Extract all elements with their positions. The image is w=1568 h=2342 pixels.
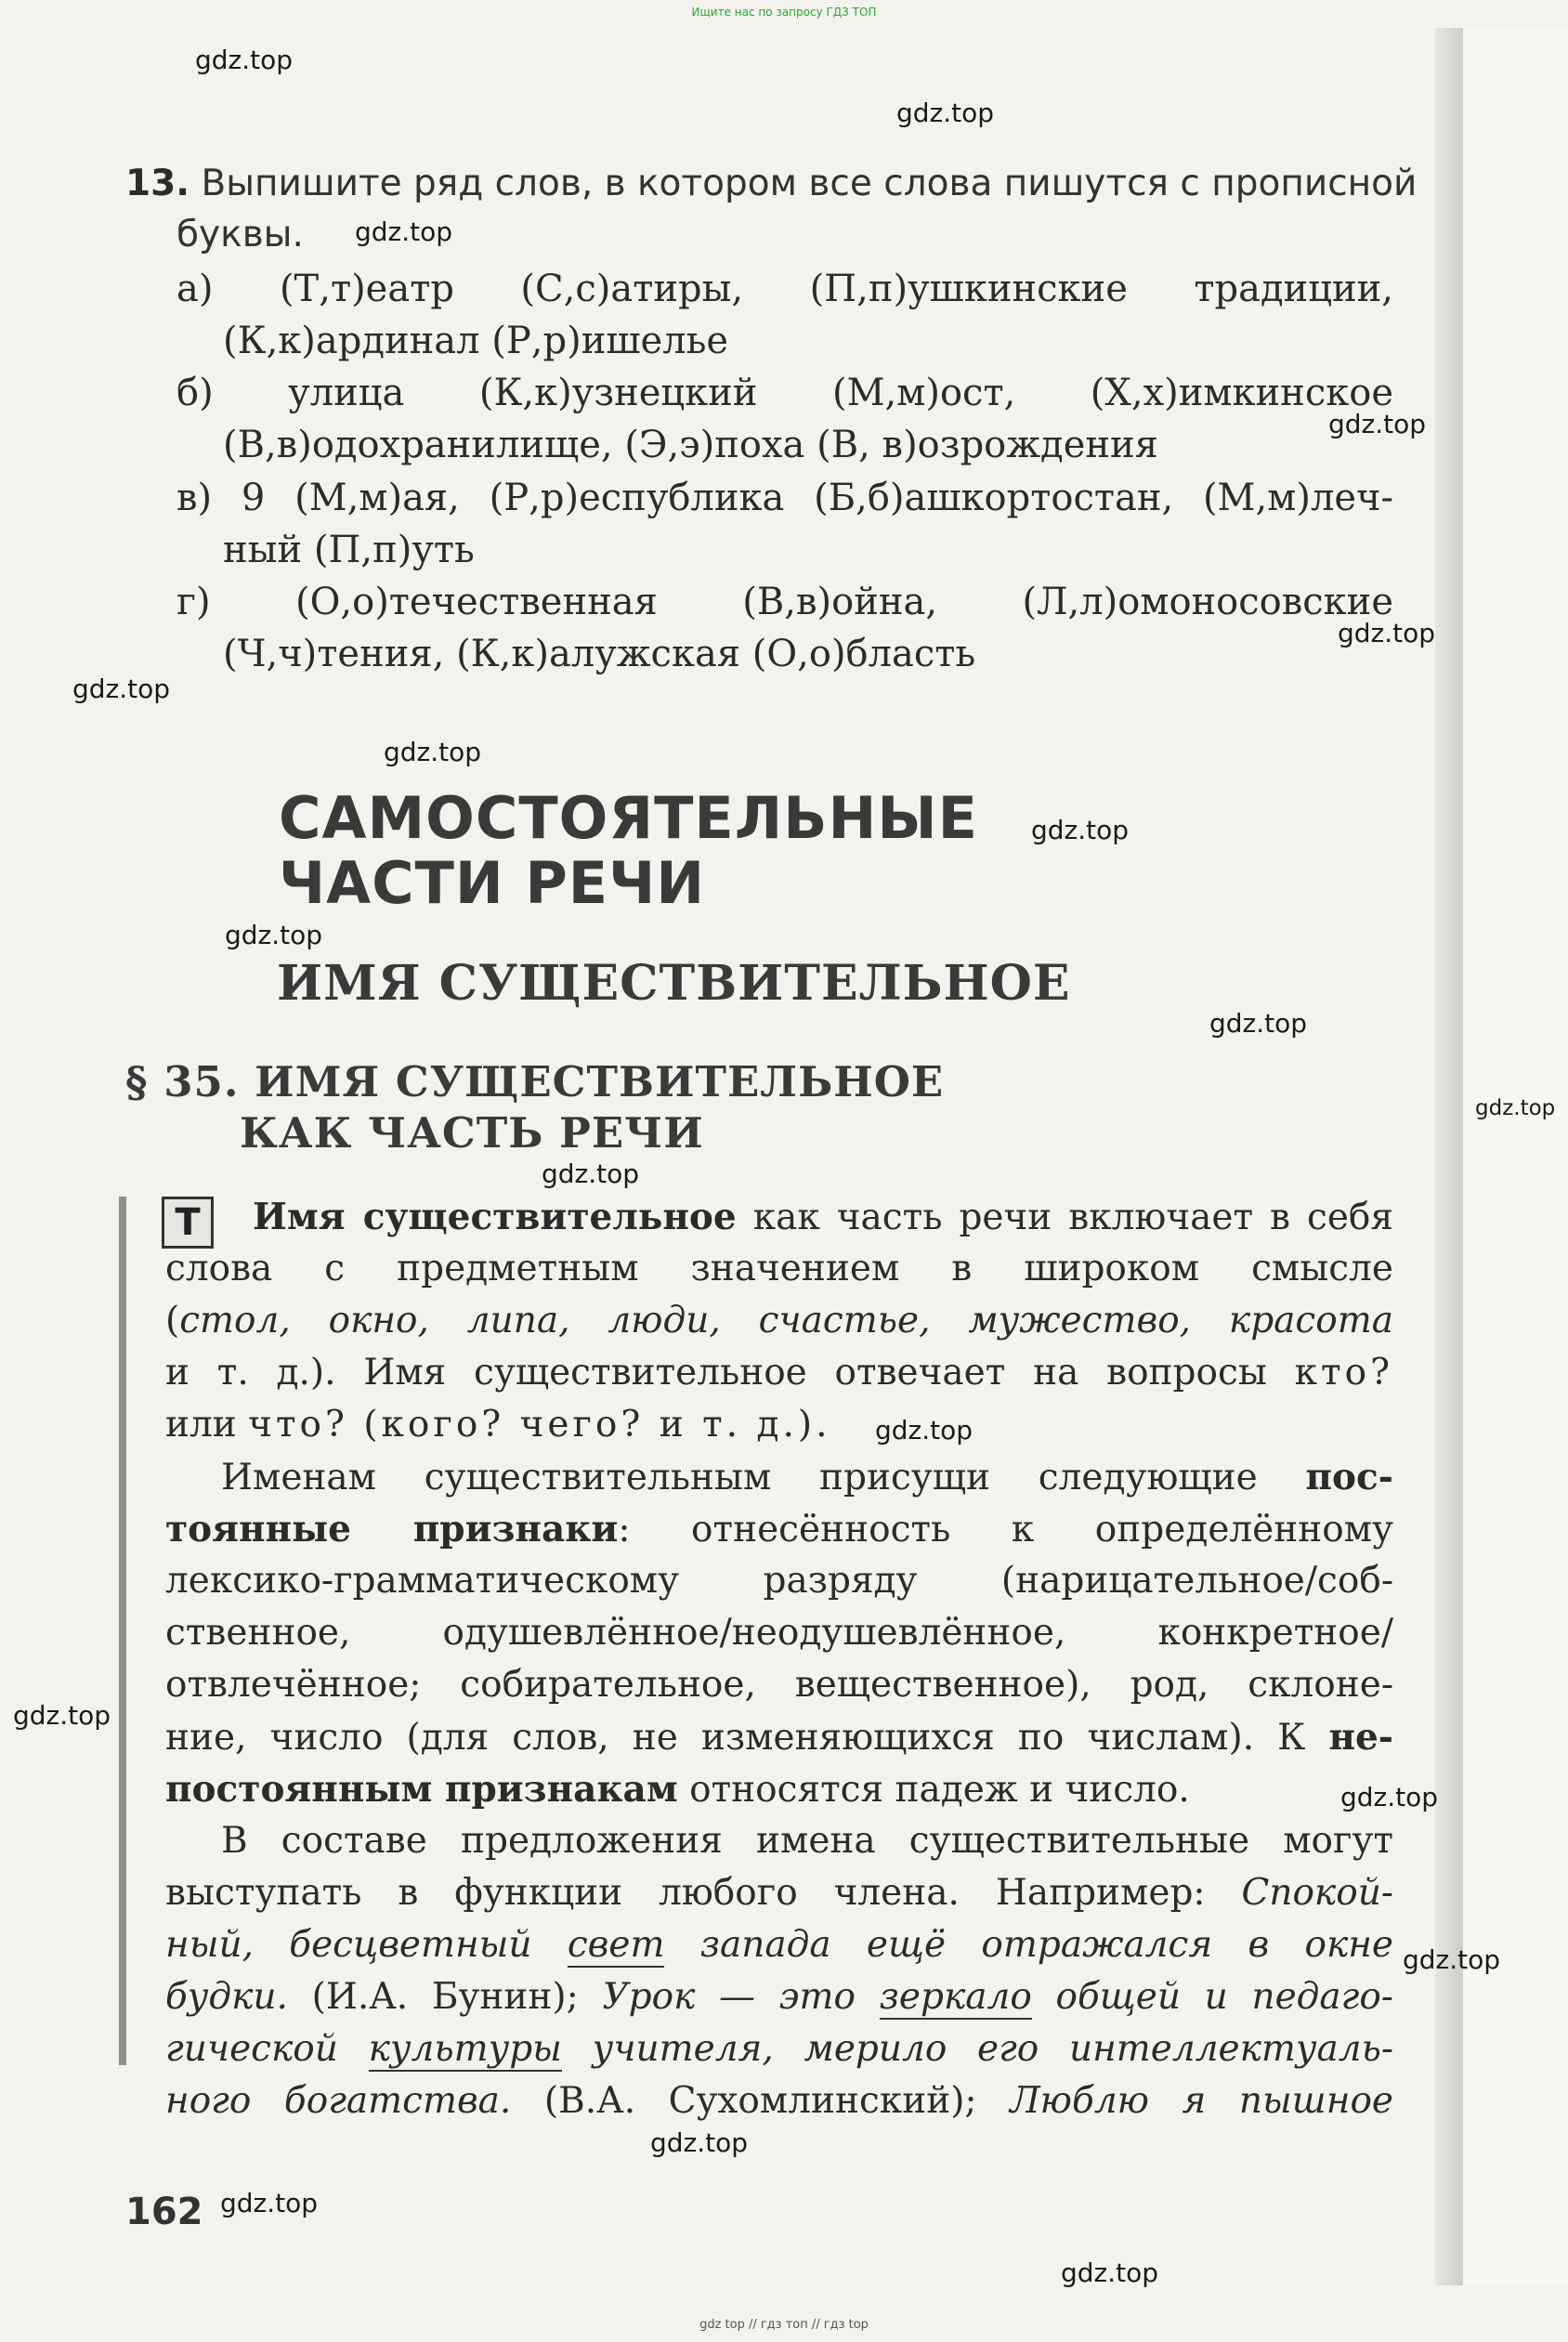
theory-line: Имя существительное как часть речи включает в себя bbox=[253, 1196, 1394, 1238]
theory-line: ный, бесцветный свет запада ещё отражался в окне bbox=[165, 1924, 1394, 1966]
exercise-option-b: б) улица (К,к)узнецкий (М,м)ост, (Х,х)имкинское bbox=[176, 372, 1393, 414]
watermark: gdz.top bbox=[896, 98, 995, 128]
exercise-option-g: г) (О,о)течественная (В,в)ойна, (Л,л)омоносовские bbox=[176, 581, 1393, 623]
exercise-prompt: 13. Выпишите ряд слов, в котором все слова пишутся с прописной bbox=[125, 163, 1418, 204]
watermark: gdz.top bbox=[1209, 1008, 1308, 1039]
paragraph-heading-cont: КАК ЧАСТЬ РЕЧИ bbox=[240, 1108, 704, 1158]
theory-line: тоянные признаки: отнесённость к определённому bbox=[165, 1508, 1394, 1550]
exercise-option-a-cont: (К,к)ардинал (Р,р)ишелье bbox=[223, 320, 729, 362]
exercise-prompt-cont: буквы. bbox=[176, 214, 304, 255]
watermark: gdz.top bbox=[1031, 815, 1130, 845]
theory-side-bar bbox=[119, 1197, 126, 2065]
section-heading: САМОСТОЯТЕЛЬНЫЕ bbox=[279, 784, 979, 852]
theory-line: слова с предметным значением в широком смысле bbox=[165, 1248, 1393, 1289]
watermark: gdz.top bbox=[1328, 409, 1427, 439]
watermark: gdz.top bbox=[1403, 1944, 1501, 1975]
exercise-option-a: а) (Т,т)еатр (С,с)атиры, (П,п)ушкинские традиции, bbox=[176, 268, 1393, 310]
watermark: gdz.top bbox=[650, 2127, 749, 2158]
chapter-heading: ИМЯ СУЩЕСТВИТЕЛЬНОЕ bbox=[277, 955, 1071, 1012]
theory-line: отвлечённое; собирательное, вещественное), род, склоне- bbox=[165, 1664, 1393, 1706]
watermark: gdz.top bbox=[542, 1158, 640, 1189]
section-heading-cont: ЧАСТИ РЕЧИ bbox=[279, 849, 706, 917]
page-number: 162 bbox=[125, 2191, 203, 2233]
bottom-banner: gdz top // гдз топ // гдз top bbox=[699, 2318, 869, 2332]
exercise-option-g-cont: (Ч,ч)тения, (К,к)алужская (О,о)бласть bbox=[223, 633, 976, 675]
watermark: gdz.top bbox=[13, 1700, 111, 1731]
watermark: gdz.top bbox=[220, 2188, 319, 2218]
theory-line: или что? (кого? чего? и т. д.). bbox=[165, 1404, 828, 1446]
theory-line: ние, число (для слов, не изменяющихся по числам). К не- bbox=[165, 1716, 1393, 1759]
theory-line: В составе предложения имена существительные могут bbox=[221, 1820, 1393, 1862]
exercise-option-v-cont: ный (П,п)уть bbox=[223, 529, 475, 571]
exercise-option-b-cont: (В,в)одохранилище, (Э,э)поха (В, в)озрождения bbox=[223, 424, 1158, 466]
exercise-option-v: в) 9 (М,м)ая, (Р,р)еспублика (Б,б)ашкортостан, (М,м)леч- bbox=[176, 477, 1393, 519]
top-banner: Ищите нас по запросу ГДЗ ТОП bbox=[691, 6, 877, 19]
watermark: gdz.top bbox=[384, 737, 482, 767]
watermark: gdz.top bbox=[72, 674, 171, 704]
theory-line: выступать в функции любого члена. Например: Спокой- bbox=[165, 1872, 1393, 1914]
theory-line: будки. (И.А. Бунин); Урок — это зеркало общей и педаго- bbox=[165, 1976, 1393, 2018]
theory-line: ственное, одушевлённое/неодушевлённое, конкретное/ bbox=[165, 1612, 1393, 1654]
theory-line: гической культуры учителя, мерило его интеллектуаль- bbox=[165, 2028, 1393, 2070]
theory-badge: Т bbox=[162, 1197, 214, 1249]
watermark: gdz.top bbox=[225, 920, 323, 950]
theory-line: лексико-грамматическому разряду (нарицательное/соб- bbox=[165, 1560, 1393, 1602]
watermark: gdz.top bbox=[1338, 618, 1436, 648]
watermark: gdz.top bbox=[1475, 1096, 1556, 1120]
watermark: gdz.top bbox=[195, 45, 294, 75]
watermark: gdz.top bbox=[1340, 1782, 1439, 1812]
paragraph-heading: § 35. ИМЯ СУЩЕСТВИТЕЛЬНОЕ bbox=[125, 1057, 945, 1106]
theory-line: Именам существительным присущи следующие пос- bbox=[221, 1456, 1393, 1498]
watermark: gdz.top bbox=[355, 216, 453, 247]
exercise-number: 13. bbox=[125, 163, 190, 204]
watermark: gdz.top bbox=[875, 1415, 973, 1446]
theory-line: (стол, окно, липа, люди, счастье, мужество, красота bbox=[165, 1300, 1393, 1341]
theory-line: ного богатства. (В.А. Сухомлинский); Люблю я пышное bbox=[165, 2080, 1394, 2122]
theory-line: и т. д.). Имя существительное отвечает на вопросы кто? bbox=[165, 1352, 1393, 1393]
watermark: gdz.top bbox=[1061, 2257, 1159, 2288]
theory-line: постоянным признакам относятся падеж и число. bbox=[165, 1768, 1190, 1811]
